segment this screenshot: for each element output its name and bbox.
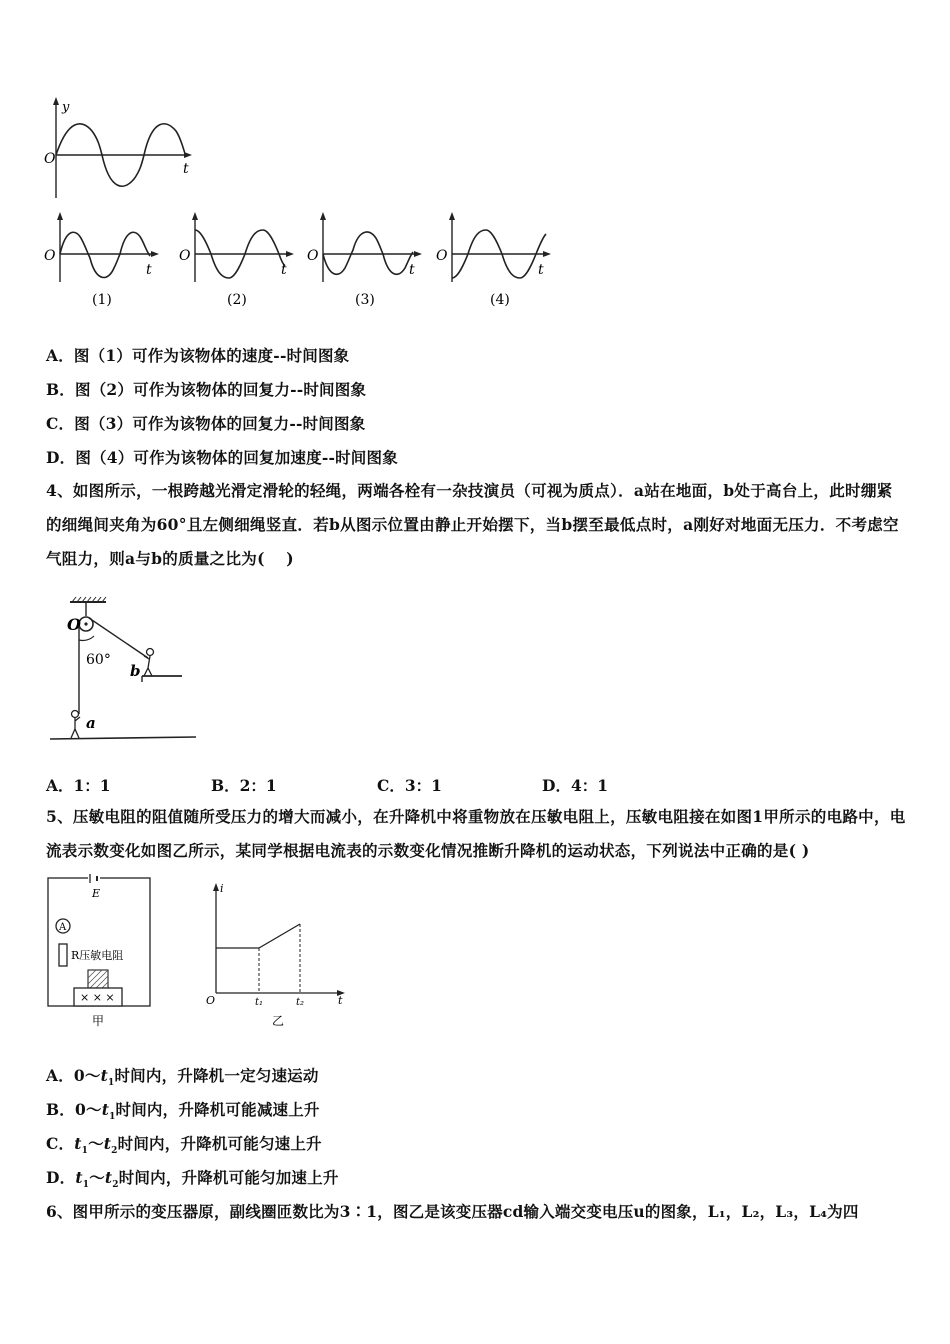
q4-option-d: D．4：1 xyxy=(542,776,609,795)
t-axis-label: t xyxy=(409,262,415,278)
ammeter-label: A xyxy=(59,922,67,933)
t-axis-label: t xyxy=(338,994,343,1007)
shm-graph-2 xyxy=(175,210,300,315)
resistor-label: R压敏电阻 xyxy=(71,949,124,962)
t1-tick: t₁ xyxy=(255,997,264,1008)
q5-option-d: D．$t_1\sim t_2$时间内，升降机可能匀加速上升 xyxy=(46,1168,339,1191)
q5-current-graph xyxy=(202,880,352,1030)
shm-graph-3 xyxy=(303,210,428,315)
q4-stem: 4、如图所示，一根跨越光滑定滑轮的轻绳，两端各栓有一杂技演员（可视为质点）．a站在地面，b处于高台上，此时绷紧的细绳间夹角为60°且左侧细绳竖直．若b从图示位置由静止开始摆下，当b摆至最低点时，a刚好对地面无压力．不考虑空气阻力，则a与b的质量之比为( ) xyxy=(46,481,899,568)
i-axis-label: i xyxy=(220,882,224,895)
y-axis-label: y xyxy=(62,100,70,115)
performer-b-icon xyxy=(144,649,154,677)
q5-option-c: C．$t_1\sim t_2$时间内，升降机可能匀速上升 xyxy=(46,1134,322,1157)
q5-circuit-figure xyxy=(44,874,156,1030)
q6-stem: 6、图甲所示的变压器原，副线圈匝数比为3∶1，图乙是该变压器cd输入端交变电压u的图象，L₁，L₂，L₃，L₄为四 xyxy=(46,1202,859,1221)
shm-graph-4 xyxy=(432,210,557,315)
performer-a-icon xyxy=(71,711,80,739)
q5-option-b: B．$0\sim t_1$时间内，升降机可能减速上升 xyxy=(46,1100,320,1123)
origin-label: O xyxy=(179,248,191,264)
shm-graph-1 xyxy=(40,210,165,315)
performer-a-label: a xyxy=(86,714,96,732)
origin-label: O xyxy=(44,248,56,264)
graph-caption: (4) xyxy=(490,292,510,308)
q3-option-d: D．图（4）可作为该物体的回复加速度--时间图象 xyxy=(46,448,398,467)
q4-pulley-figure xyxy=(44,596,204,746)
pulley-label: O xyxy=(67,615,81,634)
origin-label: O xyxy=(206,994,216,1007)
q3-option-a: A．图（1）可作为该物体的速度--时间图象 xyxy=(46,346,350,365)
q3-option-c: C．图（3）可作为该物体的回复力--时间图象 xyxy=(46,414,366,433)
resistor-crosses: × × × xyxy=(80,991,115,1004)
graph-caption: (3) xyxy=(355,292,375,308)
q5-stem: 5、压敏电阻的阻值随所受压力的增大而减小，在升降机中将重物放在压敏电阻上，压敏电阻接在如图1甲所示的电路中，电流表示数变化如图乙所示，某同学根据电流表的示数变化情况推断升降机的运动状态，下列说法中正确的是( ) xyxy=(46,807,906,860)
t-axis-label: t xyxy=(183,161,189,177)
graph-caption: (2) xyxy=(227,292,247,308)
circuit-caption: 甲 xyxy=(92,1014,105,1028)
t2-tick: t₂ xyxy=(296,997,305,1008)
emf-label: E xyxy=(92,887,101,900)
shm-top-graph xyxy=(40,95,200,205)
current-curve xyxy=(216,924,300,948)
q4-option-b: B．2：1 xyxy=(211,776,277,795)
angle-label: 60° xyxy=(86,652,111,668)
t-axis-label: t xyxy=(281,262,287,278)
q4-option-a: A．1：1 xyxy=(46,776,111,795)
performer-b-label: b xyxy=(130,662,141,680)
origin-label: O xyxy=(436,248,448,264)
t-axis-label: t xyxy=(538,262,544,278)
origin-label: O xyxy=(44,151,56,167)
q4-option-c: C．3：1 xyxy=(377,776,442,795)
graph-caption: (1) xyxy=(92,292,112,308)
origin-label: O xyxy=(307,248,319,264)
q5-option-a: A．$0\sim t_1$时间内，升降机一定匀速运动 xyxy=(46,1066,319,1089)
graph-caption: 乙 xyxy=(272,1014,285,1028)
q3-option-b: B．图（2）可作为该物体的回复力--时间图象 xyxy=(46,380,367,399)
t-axis-label: t xyxy=(146,262,152,278)
